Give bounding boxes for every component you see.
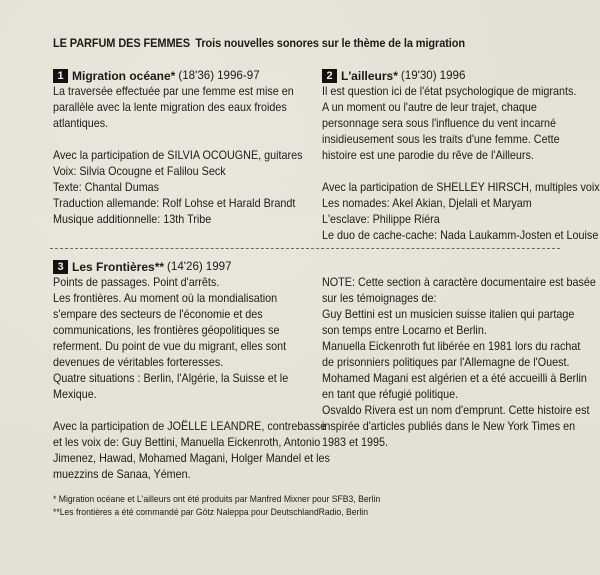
text-line: atlantiques. xyxy=(53,117,109,130)
track-duration: (19'30) xyxy=(400,69,437,82)
track-title: L'ailleurs* xyxy=(341,69,398,83)
credit-line: Avec la participation de SHELLEY HIRSCH, multiples voix xyxy=(322,181,600,194)
note-line: Guy Bettini est un musicien suisse italien qui partage xyxy=(322,308,575,321)
text-line: Quatre situations : Berlin, l'Algérie, la Suisse et le xyxy=(53,372,289,385)
text-line: Points de passages. Point d'arrêts. xyxy=(53,276,220,289)
track-duration: (14'26) xyxy=(167,260,203,273)
credit-line: Musique additionnelle: 13th Tribe xyxy=(53,213,212,226)
text-line: insidieusement sous les traits d'une femme. Cette xyxy=(322,133,560,146)
note-line: en tant que réfugié politique. xyxy=(322,388,459,401)
text-line: A un moment ou l'autre de leur trajet, chaque xyxy=(322,101,537,114)
note-line: son temps entre Locarno et Berlin. xyxy=(322,324,487,337)
track-title: Migration océane* xyxy=(72,69,176,83)
credit-line: Jimenez, Hawad, Mohamed Magani, Holger Mandel et les xyxy=(53,452,330,465)
track-3-note xyxy=(322,275,596,451)
credit-line: Texte: Chantal Dumas xyxy=(53,181,160,194)
track-year: 1996-97 xyxy=(217,69,260,82)
track-1-heading xyxy=(53,68,308,84)
page-title xyxy=(53,36,465,50)
text-line: parallèle avec la lente migration des eaux froides xyxy=(53,101,287,114)
track-number-badge: 3 xyxy=(53,260,68,274)
track-3-section xyxy=(53,259,330,483)
note-text xyxy=(322,275,596,451)
credit-line: Traduction allemande: Rolf Lohse et Harald Brandt xyxy=(53,197,296,210)
credit-line: Avec la participation de JOËLLE LEANDRE, contrebasse xyxy=(53,420,327,433)
track-2-heading xyxy=(322,68,577,84)
track-description xyxy=(53,275,330,483)
track-duration: (18'36) xyxy=(178,69,215,82)
text-line: communications, les frontières géopolitiques se xyxy=(53,324,280,337)
text-line: personnage sera sous l'influence du vent incarné xyxy=(322,117,557,130)
note-line: Manuella Eickenroth fut libérée en 1981 lors du rachat xyxy=(322,340,581,353)
footnote-1: * Migration océane et L'ailleurs ont été produits par Manfred Mixner pour SFB3, Berlin xyxy=(53,493,381,504)
text-line: referment. Du point de vue du migrant, elles sont xyxy=(53,340,287,353)
note-line: 1983 et 1995. xyxy=(322,436,388,449)
text-line: devenues de véritables forteresses. xyxy=(53,356,224,369)
text-line: Il est question ici de l'état psychologique de migrants. xyxy=(322,85,577,98)
track-description xyxy=(322,84,600,244)
credit-line: et les voix de: Guy Bettini, Manuella Eickenroth, Antonio xyxy=(53,436,321,449)
footnote-2: **Les frontières a été commandé par Götz Naleppa pour DeutschlandRadio, Berlin xyxy=(53,506,368,517)
credit-line: Voix: Silvia Ocougne et Falilou Seck xyxy=(53,165,226,178)
credit-line: muezzins de Sanaa, Yémen. xyxy=(53,468,191,481)
note-line: NOTE: Cette section à caractère documentaire est basée xyxy=(322,276,596,289)
track-year: 1997 xyxy=(205,260,232,273)
text-line: La traversée effectuée par une femme est mise en xyxy=(53,85,294,98)
note-line: Osvaldo Rivera est un nom d'emprunt. Cette histoire est xyxy=(322,404,590,417)
track-number-badge: 2 xyxy=(322,69,337,83)
note-line: de prisonniers politiques par l'Allemagne de l'Ouest. xyxy=(322,356,570,369)
credit-line: Les nomades: Akel Akian, Djelali et Maryam xyxy=(322,197,532,210)
credit-line: L'esclave: Philippe Riéra xyxy=(322,213,440,226)
track-number-badge: 1 xyxy=(53,69,68,83)
text-line: s'empare des secteurs de l'économie et des xyxy=(53,308,263,321)
track-year: 1996 xyxy=(439,69,466,82)
track-description xyxy=(53,84,303,228)
track-title: Les Frontières** xyxy=(72,260,165,274)
credit-line: Avec la participation de SILVIA OCOUGNE, guitares xyxy=(53,149,303,162)
text-line: Les frontières. Au moment où la mondialisation xyxy=(53,292,278,305)
track-2-section xyxy=(322,68,600,244)
title-main: LE PARFUM DES FEMMES xyxy=(53,36,190,50)
credit-line: Le duo de cache-cache: Nada Laukamm-Josten et Louise xyxy=(322,229,599,242)
text-line: Mexique. xyxy=(53,388,97,401)
title-subtitle: Trois nouvelles sonores sur le thème de la migration xyxy=(195,36,465,50)
note-line: Mohamed Magani est algérien et a été accueilli à Berlin xyxy=(322,372,587,385)
track-3-heading xyxy=(53,259,308,275)
track-1-section xyxy=(53,68,308,228)
dashed-divider xyxy=(50,248,560,249)
note-line: inspirée d'articles publiés dans le New York Times en xyxy=(322,420,576,433)
note-line: sur les témoignages de: xyxy=(322,292,437,305)
text-line: histoire est une parodie du rêve de l'Ailleurs. xyxy=(322,149,534,162)
